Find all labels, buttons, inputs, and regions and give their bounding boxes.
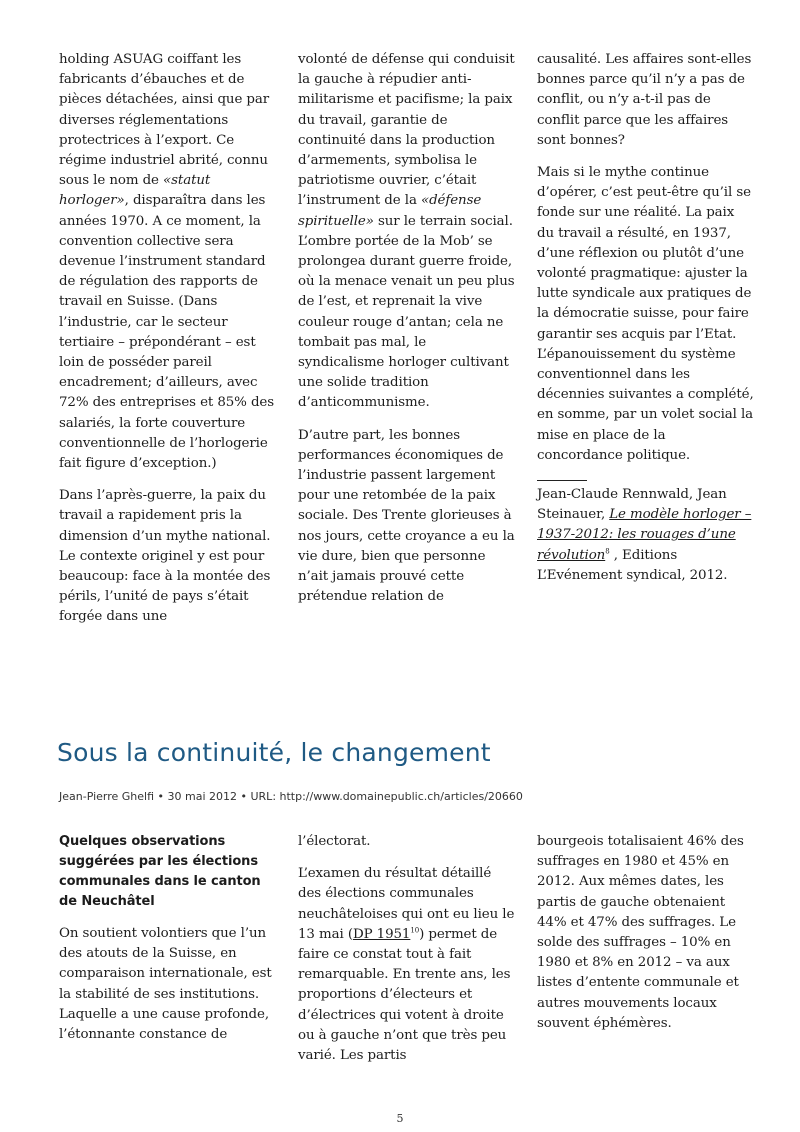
paragraph: Mais si le mythe continue d’opérer, c’est peut-être qu’il se fonde sur une réalité. La paix du travail a résulté, en 1937, d’une réflexion ou plutôt d’une volonté pragmatique: ajuster la lutte syndicale aux pratiques de la démocratie suisse, pour faire garantir ses acquis par l’Etat. L’épanouissement du système conventionnel dans les décennies suivantes a complété, en somme, par un volet social la mise en place de la concordance politique. [537, 165, 754, 463]
paragraph: Dans l’après-guerre, la paix du travail a rapidement pris la dimension d’un mythe national. Le contexte originel y est pour beaucoup: face à la montée des périls, l’unité de pays s’était forgée dans une [59, 488, 271, 625]
page-number: 5 [396, 1112, 404, 1125]
article2-column-1 [59, 832, 277, 1057]
article2-column-2 [298, 832, 516, 1078]
article1-column-1 [59, 50, 277, 640]
paragraph: bourgeois totalisaient 46% des suffrages en 1980 et 45% en 2012. Aux mêmes dates, les partis de gauche obtenaient 44% et 47% des suffrages. Le solde des suffrages – 10% en 1980 et 8% en 2012 – va aux listes d’entente communale et autres mouvements locaux souvent éphémères. [537, 834, 744, 1031]
paragraph: holding ASUAG coiffant les fabricants d’ébauches et de pièces détachées, ainsi que par diverses réglementations protectrices à l’export. Ce régime industriel abrité, connu sous le nom de «statut horloger», disparaîtra dans les années 1970. A ce moment, la convention collective sera devenue l’instrument standard de régulation des rapports de travail en Suisse. (Dans l’industrie, car le secteur tertiaire – prépondérant – est loin de posséder pareil encadrement; d’ailleurs, avec 72% des entreprises et 85% des salariés, la forte couverture conventionnelle de l’horlogerie fait figure d’exception.) [59, 52, 275, 472]
footnote-marker: 8 [605, 547, 610, 556]
paragraph: On soutient volontiers que l’un des atouts de la Suisse, en comparaison internationale, est la stabilité de ses institutions. Laquelle a une cause profonde, l’étonnante constance de [59, 926, 272, 1043]
reference: Jean-Claude Rennwald, Jean Steinauer, Le modèle horloger – 1937-2012: les rouages d’une révolution$^8$ , Editions L’Evénement syndical, 2012. [537, 487, 752, 583]
paragraph: causalité. Les affaires sont-elles bonnes parce qu’il n’y a pas de conflit, ou n’y a-t-il pas de conflit parce que les affaires sont bonnes? [537, 52, 752, 148]
article-lead: Quelques observations suggérées par les élections communales dans le canton de Neuchâtel [59, 834, 261, 909]
paragraph: l’électorat. [298, 834, 371, 849]
reference-divider [537, 480, 587, 481]
paragraph: D’autre part, les bonnes performances économiques de l’industrie passent largement pour une retombée de la paix sociale. Des Trente glorieuses à nos jours, cette croyance a eu la vie dure, bien que personne n’ait jamais prouvé cette prétendue relation de [298, 427, 515, 605]
paragraph: volonté de défense qui conduisit la gauche à répudier anti-militarisme et pacifisme; la paix du travail, garantie de continuité dans la production d’armements, symbolisa le patriotisme ouvrier, c’était l’instrument de la «défense spirituelle» sur le terrain social. L’ombre portée de la Mob’ se prolongea durant guerre froide, où la menace venait un peu plus de l’est, et reprenait la vive couleur rouge d’antan; cela ne tombait pas mal, le syndicalisme horloger cultivant une solide tradition d’anticommunisme. [298, 52, 515, 411]
article-byline: Jean-Pierre Ghelfi • 30 mai 2012 • URL: http://www.domainepublic.ch/articles/20660 [59, 790, 523, 803]
article1-column-3 [537, 50, 755, 598]
book-link[interactable]: Le modèle horloger – 1937-2012: les rouages d’une révolution [537, 507, 752, 563]
footnote-marker: 10 [410, 926, 420, 935]
article2-column-3 [537, 832, 755, 1046]
article1-column-2 [298, 50, 516, 619]
emphasis-defense-spirituelle: «défense spirituelle» [298, 193, 482, 229]
dp-1951-link[interactable]: DP 1951 [352, 926, 411, 942]
article-title: Sous la continuité, le changement [57, 738, 491, 767]
emphasis-statut-horloger: «statut horloger» [59, 173, 211, 209]
paragraph: L’examen du résultat détaillé des élections communales neuchâteloises qui ont eu lieu le 13 mai (DP 1951$^{10}$) permet de faire ce constat tout à fait remarquable. En trente ans, les proportions d’électeurs et d’électrices qui votent à droite ou à gauche n’ont que très peu varié. Les partis [298, 866, 515, 1064]
